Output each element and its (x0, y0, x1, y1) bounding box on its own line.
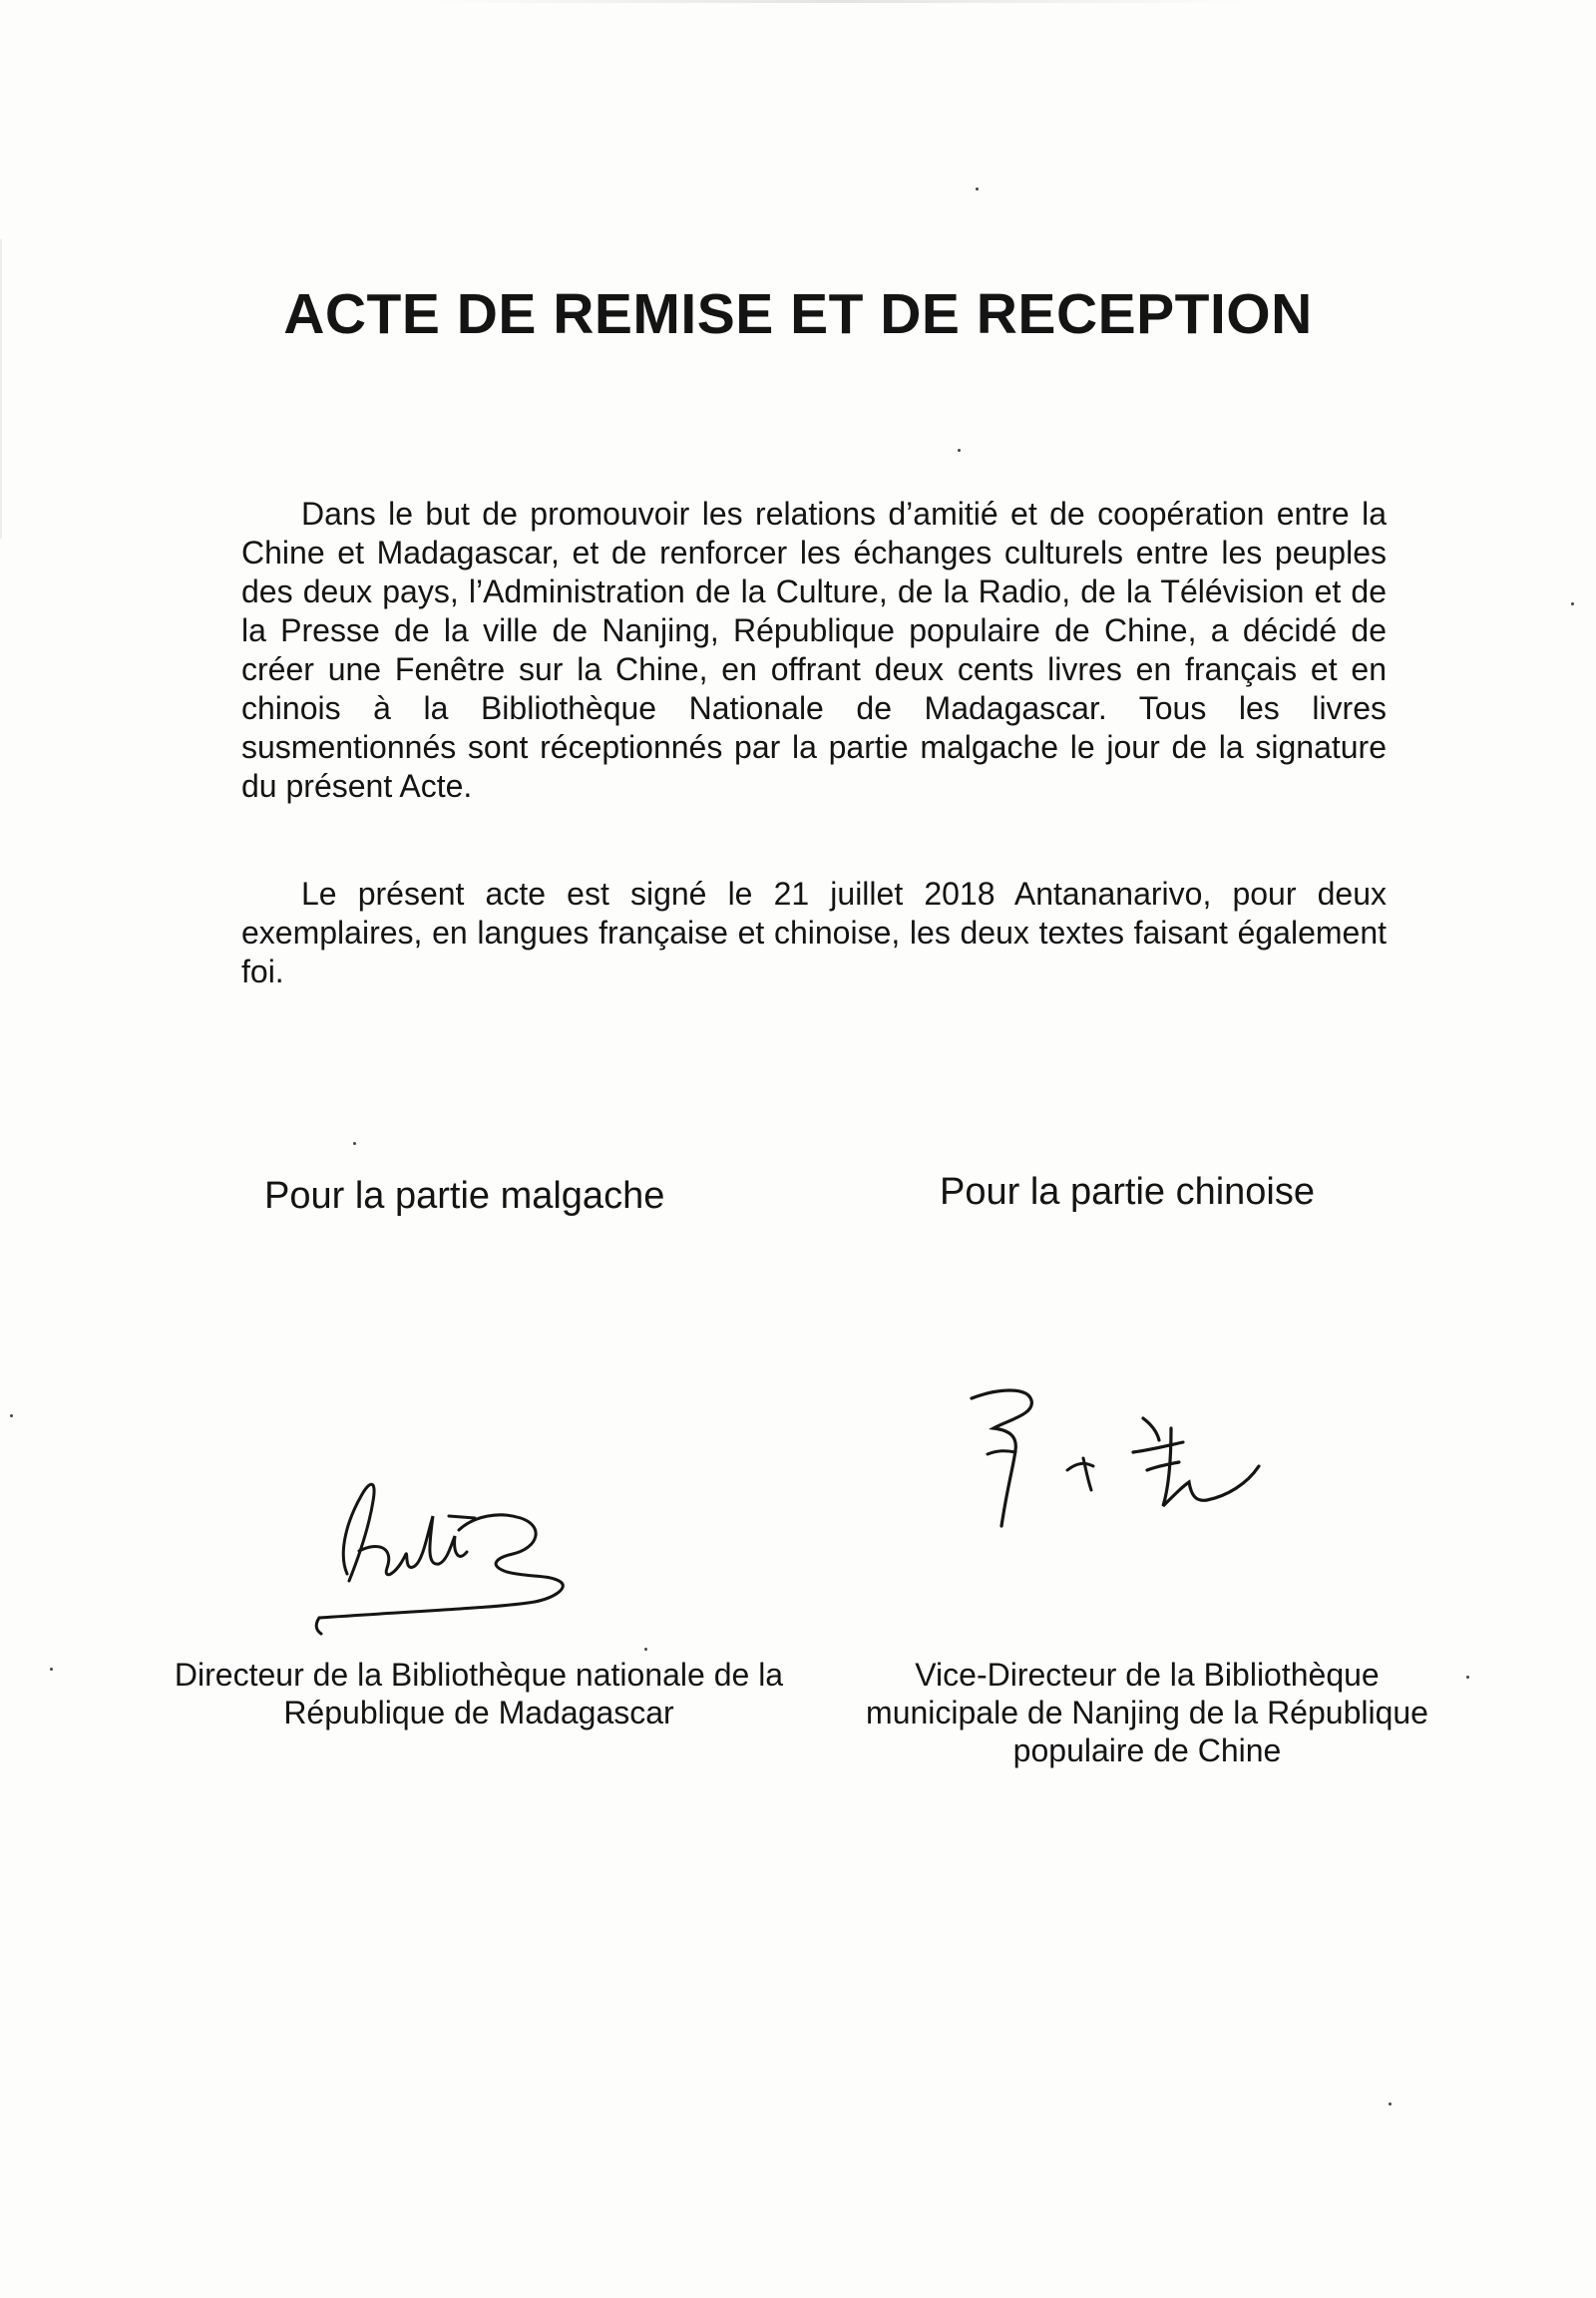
signatory-heading-malagasy: Pour la partie malgache (264, 1175, 665, 1217)
scan-speck (644, 1648, 647, 1651)
body-paragraph-1: Dans le but de promouvoir les relations d’amitié et de coopération entre la Chine et Madagascar, et de renforcer les échanges culturels entre les peuples des deux pays, l’Administration de la Culture, de la Radio, de la Télévision et de la Presse de la ville de Nanjing, République populaire de Chine, a décidé de créer une Fenêtre sur la Chine, en offrant deux cents livres en français et en chinois à la Bibliothèque Nationale de Madagascar. Tous les livres susmentionnés sont réceptionnés par la partie malgache le jour de la signature du présent Acte. (241, 496, 1387, 804)
scan-speck (10, 1414, 13, 1417)
signatory-title-chinese-line-2: municipale de Nanjing de la République (866, 1695, 1428, 1730)
signatory-title-malagasy-line-2: République de Madagascar (283, 1695, 674, 1730)
signatory-title-malagasy (150, 1656, 808, 1731)
body-paragraph-2: Le présent acte est signé le 21 juillet 2018 Antananarivo, pour deux exemplaires, en langues française et chinoise, les deux textes faisant également foi. (241, 876, 1387, 989)
scan-speck (976, 188, 979, 191)
scan-speck (1571, 602, 1574, 605)
signature-chinese (958, 1366, 1287, 1536)
scan-speck (50, 1668, 53, 1671)
scan-top-edge (429, 0, 1247, 3)
scan-speck (958, 449, 961, 452)
scan-speck (1389, 2103, 1392, 2106)
signature-malagasy (299, 1456, 598, 1636)
scan-speck (353, 1142, 356, 1145)
signatory-heading-chinese: Pour la partie chinoise (940, 1171, 1315, 1213)
document-title: ACTE DE REMISE ET DE RECEPTION (283, 282, 1313, 346)
signatory-title-malagasy-line-1: Directeur de la Bibliothèque nationale de la (174, 1657, 784, 1693)
scan-speck (1466, 1676, 1469, 1679)
signatory-title-chinese-line-3: populaire de Chine (1012, 1732, 1282, 1768)
signatory-title-chinese (838, 1656, 1456, 1769)
signatory-title-chinese-line-1: Vice-Directeur de la Bibliothèque (915, 1657, 1380, 1693)
